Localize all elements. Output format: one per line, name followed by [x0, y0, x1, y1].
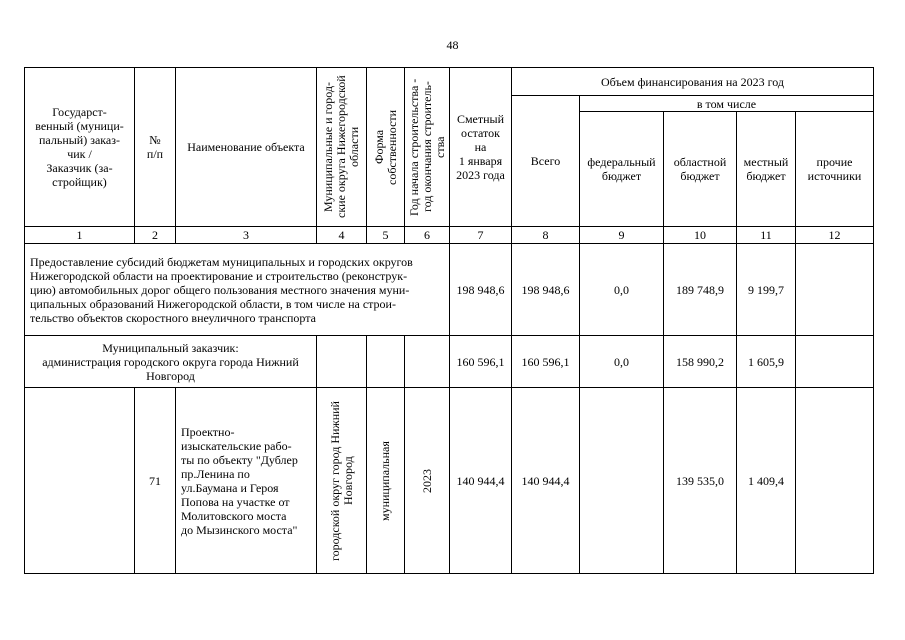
column-number: 12 [796, 227, 874, 244]
customer-other [796, 336, 874, 388]
customer-description: Муниципальный заказчик: администрация городского округа города Нижний Новгород [25, 336, 317, 388]
object-regional: 139 535,0 [664, 388, 737, 574]
table-row-subsidy [25, 244, 874, 336]
table-row-customer [25, 336, 874, 388]
header-other: прочие источники [796, 112, 874, 227]
financing-table [24, 67, 874, 574]
object-local: 1 409,4 [737, 388, 796, 574]
customer-local: 1 605,9 [737, 336, 796, 388]
subsidy-federal: 0,0 [580, 244, 664, 336]
object-federal [580, 388, 664, 574]
header-ownership: Форма собственности [367, 68, 405, 227]
header-including: в том числе [580, 96, 874, 112]
header-total: Всего [512, 96, 580, 227]
object-total: 140 944,4 [512, 388, 580, 574]
subsidy-description: Предоставление субсидий бюджетам муниципальных и городских округов Нижегородской области на проектирование и строительство (реконструк- цию) автомобильных дорог общего пользования местного значения муни- ципальных образований Нижегородской области, в том числе на строи- тельство объектов скоростного внеуличного транспорта [25, 244, 450, 336]
header-num: № п/п [135, 68, 176, 227]
customer-total: 160 596,1 [512, 336, 580, 388]
subsidy-total: 198 948,6 [512, 244, 580, 336]
table-row-object [25, 388, 874, 574]
subsidy-regional: 189 748,9 [664, 244, 737, 336]
header-estimated-balance: Сметный остаток на 1 января 2023 года [450, 68, 512, 227]
customer-municipality-empty [317, 336, 367, 388]
object-municipality: городской округ город Нижний Новгород [317, 388, 367, 574]
object-num: 71 [135, 388, 176, 574]
column-number: 1 [25, 227, 135, 244]
object-other [796, 388, 874, 574]
customer-federal: 0,0 [580, 336, 664, 388]
column-number: 2 [135, 227, 176, 244]
subsidy-local: 9 199,7 [737, 244, 796, 336]
column-number: 8 [512, 227, 580, 244]
header-object-name: Наименование объекта [176, 68, 317, 227]
header-federal: федеральный бюджет [580, 112, 664, 227]
customer-estimated-balance: 160 596,1 [450, 336, 512, 388]
header-customer: Государст- венный (муници- пальный) заказ- чик / Заказчик (за- стройщик) [25, 68, 135, 227]
header-local: местный бюджет [737, 112, 796, 227]
column-number: 11 [737, 227, 796, 244]
header-years: Год начала строительства - год окончания строитель- ства [405, 68, 450, 227]
column-numbers-row [25, 227, 874, 244]
object-years: 2023 [405, 388, 450, 574]
object-estimated-balance: 140 944,4 [450, 388, 512, 574]
column-number: 9 [580, 227, 664, 244]
column-number: 3 [176, 227, 317, 244]
customer-regional: 158 990,2 [664, 336, 737, 388]
object-ownership: муниципальная [367, 388, 405, 574]
column-number: 6 [405, 227, 450, 244]
customer-years-empty [405, 336, 450, 388]
header-regional: областной бюджет [664, 112, 737, 227]
column-number: 4 [317, 227, 367, 244]
page-number: 48 [446, 38, 459, 52]
header-funding-title: Объем финансирования на 2023 год [512, 68, 874, 96]
object-customer [25, 388, 135, 574]
column-number: 7 [450, 227, 512, 244]
column-number: 5 [367, 227, 405, 244]
subsidy-other [796, 244, 874, 336]
subsidy-estimated-balance: 198 948,6 [450, 244, 512, 336]
object-name: Проектно- изыскательские рабо- ты по объекту "Дублер пр.Ленина по ул.Баумана и Героя Попова на участке от Молитовского моста до Мызинского моста" [176, 388, 317, 574]
customer-ownership-empty [367, 336, 405, 388]
column-number: 10 [664, 227, 737, 244]
header-municipality: Муниципальные и город- ские округа Нижегородской области [317, 68, 367, 227]
